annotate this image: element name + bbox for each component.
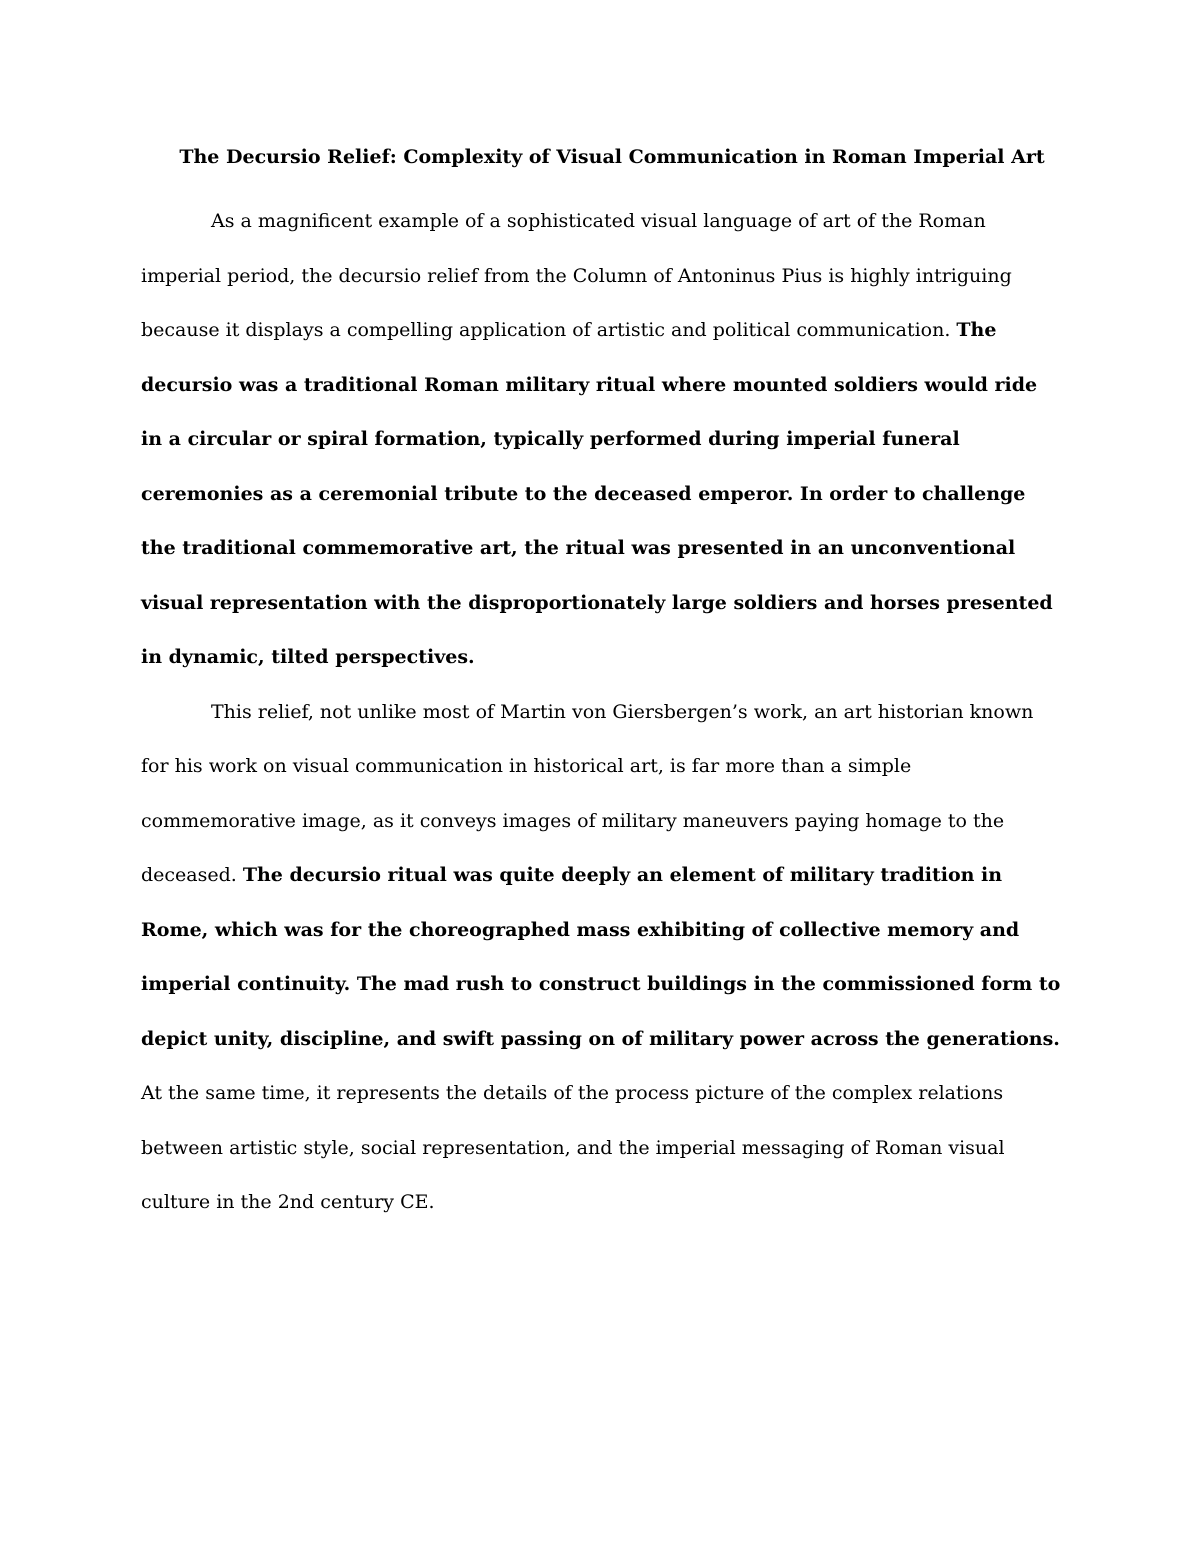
paragraph-2-bold-1: The decursio ritual was quite deeply an element of military tradition in Rome, which was for the choreographed mass exhibiting of collective memory and imperial continuity. The mad rush to construct buildings in the commissioned form to depict unity, discipline, and swift passing on of military power across the generations. xyxy=(141,864,1061,1050)
document-page xyxy=(141,140,1061,1230)
paragraph-1-bold-1: The decursio was a traditional Roman military ritual where mounted soldiers would ride in a circular or spiral formation, typically performed during imperial funeral ceremonies as a ceremonial tribute to the deceased emperor. In order to challenge the traditional commemorative art, the ritual was presented in an unconventional visual representation with the disproportionately large soldiers and horses presented in dynamic, tilted perspectives. xyxy=(141,319,1053,668)
paragraph-2-text-1: This relief, not unlike most of Martin von Giersbergen’s work, an art historian known for his work on visual communication in historical art, is far more than a simple commemorative image, as it conveys images of military maneuvers paying homage to the deceased. xyxy=(141,700,1034,886)
document-title: The Decursio Relief: Complexity of Visual Communication in Roman Imperial Art xyxy=(179,146,1045,168)
paragraph-2 xyxy=(141,685,1061,1230)
paragraph-1-text-1: As a magnificent example of a sophisticated visual language of art of the Roman imperial period, the decursio relief from the Column of Antoninus Pius is highly intriguing because it displays a compelling application of artistic and political communication. xyxy=(141,210,1012,341)
paragraph-1 xyxy=(141,194,1061,685)
paragraph-2-text-2: At the same time, it represents the details of the process picture of the complex relations between artistic style, social representation, and the imperial messaging of Roman visual culture in the 2nd century CE. xyxy=(141,1082,1005,1213)
